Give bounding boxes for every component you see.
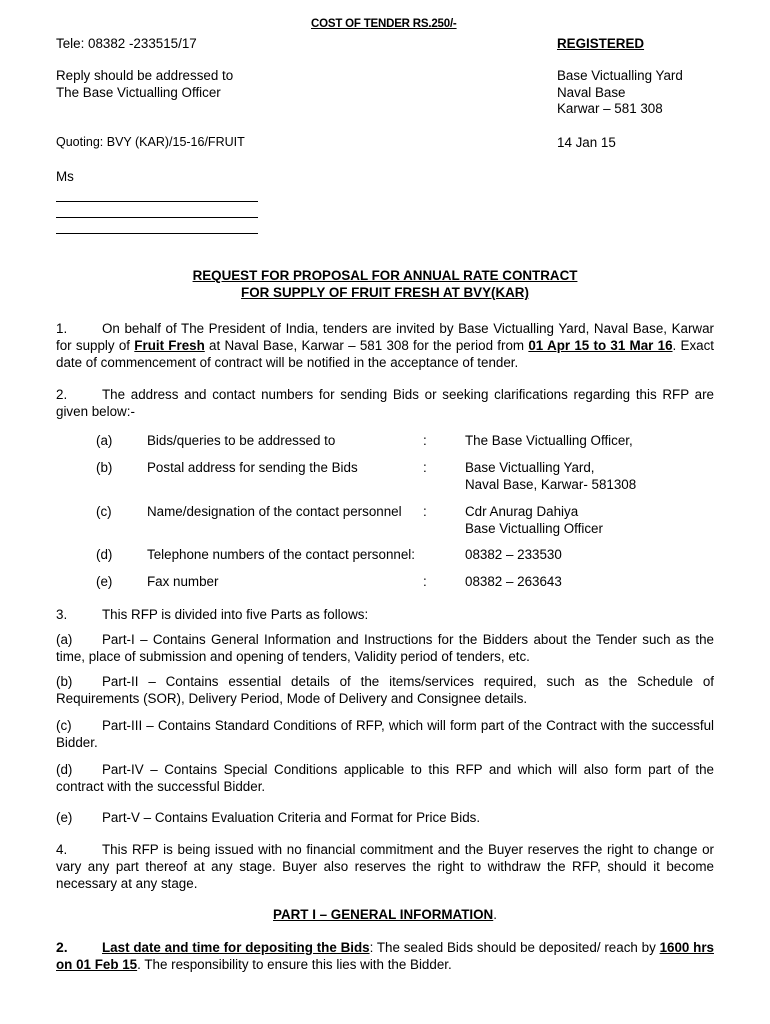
table-row — [96, 459, 745, 503]
table-row — [96, 503, 745, 546]
deadline-paragraph — [56, 939, 714, 973]
row-label: (a) — [96, 433, 113, 448]
paragraph-4 — [56, 841, 714, 892]
part-label: (b) — [56, 674, 73, 689]
deadline-heading: Last date and time for depositing the Bids — [102, 940, 370, 955]
paragraph-number: 1. — [56, 321, 68, 336]
addressee-blank-line — [56, 233, 258, 234]
deadline-time: 1600 hrs on 01 Feb 15 — [56, 940, 714, 972]
row-value-line: The Base Victualling Officer, — [465, 433, 633, 448]
row-colon: : — [423, 460, 427, 475]
part-text: Part-I – Contains General Information and Instructions for the Bidders about the Tender such as the time, place of submission and opening of tenders, Validity period of tenders, etc. — [56, 632, 714, 664]
paragraph-number: 4. — [56, 842, 68, 857]
row-value-line: 08382 – 263643 — [465, 574, 562, 589]
row-label: (e) — [96, 574, 113, 589]
table-row — [96, 432, 745, 459]
row-description: Name/designation of the contact personnel — [147, 504, 402, 519]
part-1-heading — [0, 907, 770, 922]
row-value — [465, 432, 745, 459]
row-value-line: Base Victualling Yard, — [465, 460, 595, 475]
paragraph-1 — [56, 320, 714, 371]
telephone-line: Tele: 08382 -233515/17 — [56, 36, 197, 51]
part-item — [56, 717, 714, 751]
paragraph-number: 2. — [56, 387, 68, 402]
part-label: (d) — [56, 762, 73, 777]
row-value — [465, 546, 745, 573]
row-value-line: Base Victualling Officer — [465, 521, 603, 536]
paragraph-2 — [56, 386, 714, 420]
reply-line-1: Reply should be addressed to — [56, 68, 234, 83]
table-row — [96, 546, 745, 573]
row-colon: : — [423, 504, 427, 519]
paragraph-text: This RFP is divided into five Parts as follows: — [102, 607, 369, 622]
part-item — [56, 761, 714, 795]
paragraph-text: This RFP is being issued with no financial commitment and the Buyer reserves the right to change or vary any part thereof at any stage. Buyer also reserves the right to withdraw the RFP, should it become necessary at any stage. — [56, 842, 714, 891]
row-value — [465, 503, 745, 546]
row-colon: : — [423, 433, 427, 448]
row-description: Fax number — [147, 574, 219, 589]
paragraph-text: at Naval Base, Karwar – 581 308 for the period from — [204, 338, 529, 353]
address-line-3: Karwar – 581 308 — [557, 101, 663, 116]
row-description: Telephone numbers of the contact personnel: — [147, 547, 415, 562]
part-text: Part-II – Contains essential details of the items/services required, such as the Schedule of Requirements (SOR), Delivery Period, Mode of Delivery and Consignee details. — [56, 674, 714, 706]
row-label: (d) — [96, 547, 113, 562]
row-label: (c) — [96, 504, 112, 519]
part-item — [56, 673, 714, 707]
rfp-title-line-1: REQUEST FOR PROPOSAL FOR ANNUAL RATE CONTRACT — [192, 268, 578, 283]
paragraph-number: 2. — [56, 939, 68, 955]
row-description: Bids/queries to be addressed to — [147, 433, 336, 448]
item-name: Fruit Fresh — [134, 338, 205, 353]
row-value — [465, 459, 745, 503]
row-label: (b) — [96, 460, 113, 475]
paragraph-number: 3. — [56, 607, 68, 622]
row-value-line: 08382 – 233530 — [465, 547, 562, 562]
addressee-ms: Ms — [56, 169, 74, 184]
paragraph-text: : The sealed Bids should be deposited/ reach by — [369, 940, 660, 955]
part-text: Part-IV – Contains Special Conditions applicable to this RFP and which will also form part of the contract with the successful Bidder. — [56, 762, 714, 794]
addressee-blank-line — [56, 217, 258, 218]
row-value — [465, 573, 745, 600]
paragraph-text: On behalf of The President of India, tenders are invited by Base Victualling Yard, Naval Base, Karwar for supply of — [56, 321, 714, 353]
address-line-2: Naval Base — [557, 85, 626, 100]
address-line-1: Base Victualling Yard — [557, 68, 683, 83]
part-item — [56, 809, 714, 826]
paragraph-3 — [56, 606, 714, 623]
part-text: Part-V – Contains Evaluation Criteria and Format for Price Bids. — [102, 810, 481, 825]
addressee-blank-line — [56, 201, 258, 202]
part-text: Part-III – Contains Standard Conditions of RFP, which will form part of the Contract with the successful Bidder. — [56, 718, 714, 750]
row-value-line: Cdr Anurag Dahiya — [465, 504, 579, 519]
table-row — [96, 573, 745, 600]
reply-line-2: The Base Victualling Officer — [56, 85, 221, 100]
quoting-reference: Quoting: BVY (KAR)/15-16/FRUIT — [56, 135, 245, 149]
paragraph-text: . The responsibility to ensure this lies with the Bidder. — [137, 957, 452, 972]
letter-date: 14 Jan 15 — [557, 135, 616, 150]
part-label: (c) — [56, 718, 72, 733]
registered-label: REGISTERED — [557, 36, 645, 51]
part-label: (e) — [56, 810, 73, 825]
paragraph-text: . Exact date of commencement of contract will be notified in the acceptance of tender. — [56, 338, 715, 370]
part-1-heading-text: PART I – GENERAL INFORMATION — [273, 907, 494, 922]
cost-of-tender: COST OF TENDER RS.250/- — [311, 18, 457, 30]
row-value-line: Naval Base, Karwar- 581308 — [465, 477, 637, 492]
paragraph-text: The address and contact numbers for sending Bids or seeking clarifications regarding this RFP are given below:- — [56, 387, 714, 419]
part-item — [56, 631, 714, 665]
row-description: Postal address for sending the Bids — [147, 460, 358, 475]
rfp-title-line-2: FOR SUPPLY OF FRUIT FRESH AT BVY(KAR) — [241, 285, 529, 300]
contact-details-table — [96, 432, 745, 600]
part-label: (a) — [56, 632, 73, 647]
row-colon: : — [423, 574, 427, 589]
contract-period: 01 Apr 15 to 31 Mar 16 — [528, 338, 673, 353]
part-1-heading-dot: . — [493, 907, 497, 922]
